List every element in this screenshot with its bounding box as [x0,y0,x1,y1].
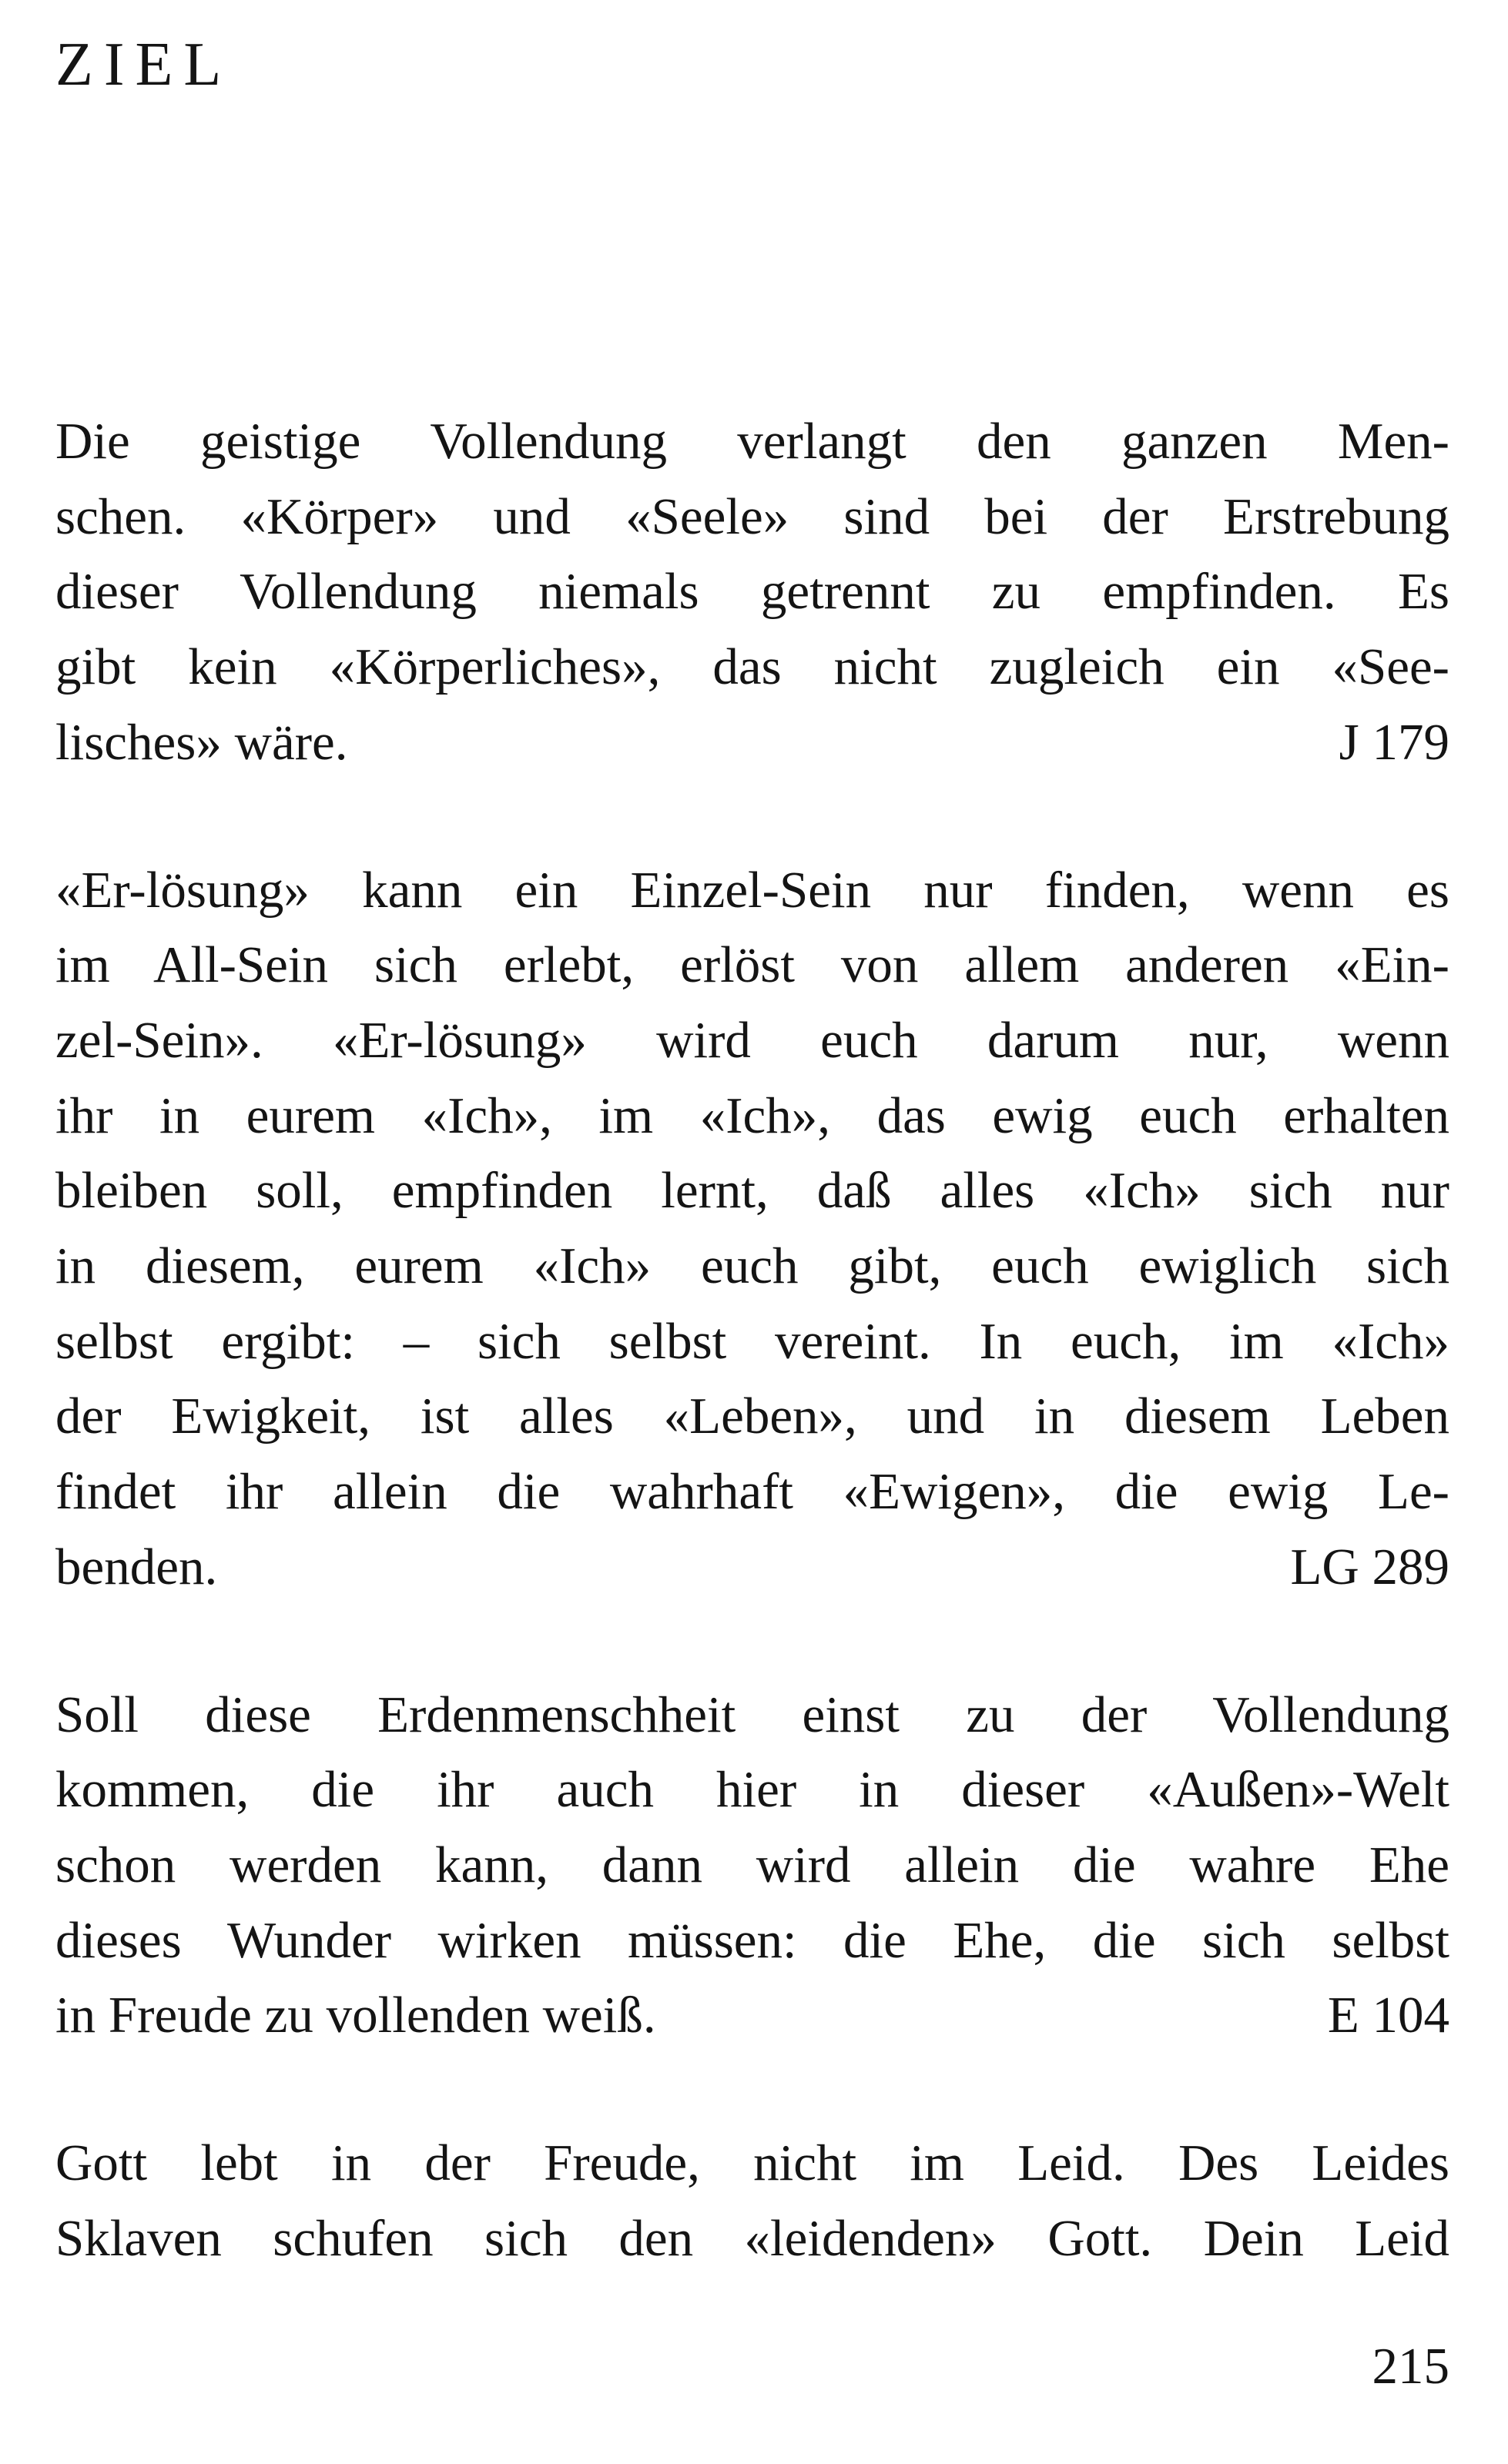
text-line: gibt kein «Körperliches», das nicht zugleich ein «See- [55,638,1449,696]
text-line: schen. «Körper» und «Seele» sind bei der Erstrebung [55,487,1449,545]
running-head: ZIEL [55,31,233,99]
paragraph-2 [55,853,1449,1605]
text-line: Soll diese Erdenmenschheit einst zu der Vollendung [55,1686,1449,1743]
body-text [55,404,1449,2348]
text-line: Gott lebt in der Freude, nicht im Leid. Des Leides [55,2134,1449,2192]
text-line: im All-Sein sich erlebt, erlöst von allem anderen «Ein- [55,936,1449,994]
page-number: 215 [1372,2338,1449,2395]
paragraph-4 [55,2126,1449,2276]
text-line: Sklaven schufen sich den «leidenden» Gott. Dein Leid [55,2209,1449,2267]
text-line: bleiben soll, empfinden lernt, daß alles «Ich» sich nur [55,1162,1449,1220]
last-line-text: in Freude zu vollenden weiß. [55,1987,656,2044]
source-reference: LG 289 [1290,1538,1449,1595]
text-line: ihr in eurem «Ich», im «Ich», das ewig euch erhalten [55,1086,1449,1144]
text-line: dieses Wunder wirken müssen: die Ehe, die sich selbst [55,1911,1449,1969]
text-line: selbst ergibt: – sich selbst vereint. In euch, im «Ich» [55,1312,1449,1370]
text-line-last [55,705,1449,781]
text-line-last [55,1530,1449,1605]
text-line: schon werden kann, dann wird allein die wahre Ehe [55,1836,1449,1893]
book-page [55,0,1449,2464]
last-line-text: lisches» wäre. [55,713,348,771]
text-line: in diesem, eurem «Ich» euch gibt, euch ewiglich sich [55,1237,1449,1295]
text-line: dieser Vollendung niemals getrennt zu empfinden. Es [55,563,1449,621]
text-line: der Ewigkeit, ist alles «Leben», und in diesem Leben [55,1388,1449,1445]
last-line-text: benden. [55,1538,218,1595]
source-reference: E 104 [1327,1987,1449,2044]
text-line: Die geistige Vollendung verlangt den ganzen Men- [55,413,1449,470]
text-line: findet ihr allein die wahrhaft «Ewigen», die ewig Le- [55,1463,1449,1521]
paragraph-1 [55,404,1449,781]
text-line: «Er-lösung» kann ein Einzel-Sein nur finden, wenn es [55,861,1449,919]
text-line: kommen, die ihr auch hier in dieser «Außen»-Welt [55,1761,1449,1819]
text-line: zel-Sein». «Er-lösung» wird euch darum nur, wenn [55,1011,1449,1069]
source-reference: J 179 [1339,713,1449,771]
text-line-last [55,1978,1449,2054]
paragraph-3 [55,1678,1449,2054]
